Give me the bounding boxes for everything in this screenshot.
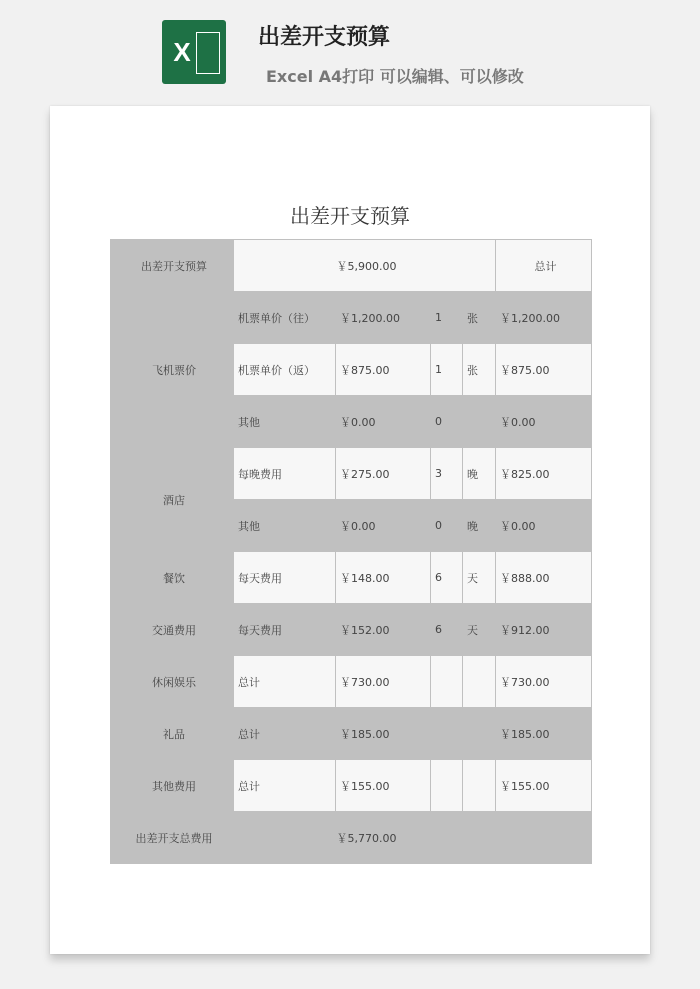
price-cell[interactable]: ￥875.00	[336, 344, 431, 396]
item-cell[interactable]: 机票单价（往）	[234, 292, 336, 344]
total-cell[interactable]: ￥912.00	[496, 604, 592, 656]
qty-cell[interactable]: 1	[431, 344, 463, 396]
group-label-transport: 交通费用	[111, 604, 234, 656]
price-cell[interactable]: ￥1,200.00	[336, 292, 431, 344]
price-cell[interactable]: ￥0.00	[336, 500, 431, 552]
total-cell[interactable]: ￥1,200.00	[496, 292, 592, 344]
price-cell[interactable]: ￥148.00	[336, 552, 431, 604]
item-cell[interactable]: 每晚费用	[234, 448, 336, 500]
unit-cell[interactable]: 天	[463, 552, 496, 604]
total-cell[interactable]: ￥825.00	[496, 448, 592, 500]
table-row	[111, 552, 592, 604]
item-cell[interactable]: 总计	[234, 656, 336, 708]
item-cell[interactable]: 其他	[234, 396, 336, 448]
price-cell[interactable]: ￥152.00	[336, 604, 431, 656]
item-cell[interactable]: 其他	[234, 500, 336, 552]
unit-cell[interactable]	[463, 760, 496, 812]
group-label-meals: 餐饮	[111, 552, 234, 604]
page-header	[0, 0, 700, 100]
unit-cell[interactable]	[463, 708, 496, 760]
item-cell[interactable]: 每天费用	[234, 604, 336, 656]
qty-cell[interactable]: 0	[431, 396, 463, 448]
price-cell[interactable]: ￥730.00	[336, 656, 431, 708]
unit-cell[interactable]: 天	[463, 604, 496, 656]
qty-cell[interactable]: 6	[431, 604, 463, 656]
item-cell[interactable]: 总计	[234, 708, 336, 760]
price-cell[interactable]: ￥0.00	[336, 396, 431, 448]
qty-cell[interactable]	[431, 760, 463, 812]
qty-cell[interactable]	[431, 656, 463, 708]
total-cell[interactable]: ￥730.00	[496, 656, 592, 708]
table-row	[111, 656, 592, 708]
group-label-flight: 飞机票价	[111, 292, 234, 448]
unit-cell[interactable]: 张	[463, 292, 496, 344]
qty-cell[interactable]: 1	[431, 292, 463, 344]
total-cell[interactable]: ￥155.00	[496, 760, 592, 812]
price-cell[interactable]: ￥155.00	[336, 760, 431, 812]
item-cell[interactable]: 机票单价（返）	[234, 344, 336, 396]
group-label-other: 其他费用	[111, 760, 234, 812]
unit-cell[interactable]: 晚	[463, 448, 496, 500]
budget-label: 出差开支预算	[111, 240, 234, 292]
budget-table	[110, 239, 592, 864]
excel-icon: X	[162, 20, 226, 84]
total-cell[interactable]: ￥185.00	[496, 708, 592, 760]
doc-subtitle: Excel A4打印 可以编辑、可以修改	[266, 67, 524, 86]
total-header: 总计	[496, 240, 592, 292]
group-label-hotel: 酒店	[111, 448, 234, 552]
unit-cell[interactable]	[463, 396, 496, 448]
unit-cell[interactable]: 张	[463, 344, 496, 396]
price-cell[interactable]: ￥185.00	[336, 708, 431, 760]
grand-total-blank	[496, 812, 592, 864]
qty-cell[interactable]: 6	[431, 552, 463, 604]
grand-total-value[interactable]: ￥5,770.00	[234, 812, 496, 864]
grand-total-label: 出差开支总费用	[111, 812, 234, 864]
total-cell[interactable]: ￥0.00	[496, 396, 592, 448]
qty-cell[interactable]	[431, 708, 463, 760]
group-label-gifts: 礼品	[111, 708, 234, 760]
unit-cell[interactable]	[463, 656, 496, 708]
table-row	[111, 708, 592, 760]
total-cell[interactable]: ￥888.00	[496, 552, 592, 604]
table-row	[111, 240, 592, 292]
item-cell[interactable]: 总计	[234, 760, 336, 812]
price-cell[interactable]: ￥275.00	[336, 448, 431, 500]
table-row	[111, 604, 592, 656]
total-cell[interactable]: ￥0.00	[496, 500, 592, 552]
item-cell[interactable]: 每天费用	[234, 552, 336, 604]
table-row	[111, 448, 592, 500]
table-row	[111, 760, 592, 812]
sheet-title: 出差开支预算	[290, 204, 410, 228]
doc-title: 出差开支预算	[258, 25, 391, 50]
qty-cell[interactable]: 0	[431, 500, 463, 552]
unit-cell[interactable]: 晚	[463, 500, 496, 552]
table-row	[111, 292, 592, 344]
budget-value[interactable]: ￥5,900.00	[234, 240, 496, 292]
total-cell[interactable]: ￥875.00	[496, 344, 592, 396]
group-label-leisure: 休闲娱乐	[111, 656, 234, 708]
qty-cell[interactable]: 3	[431, 448, 463, 500]
table-row	[111, 812, 592, 864]
